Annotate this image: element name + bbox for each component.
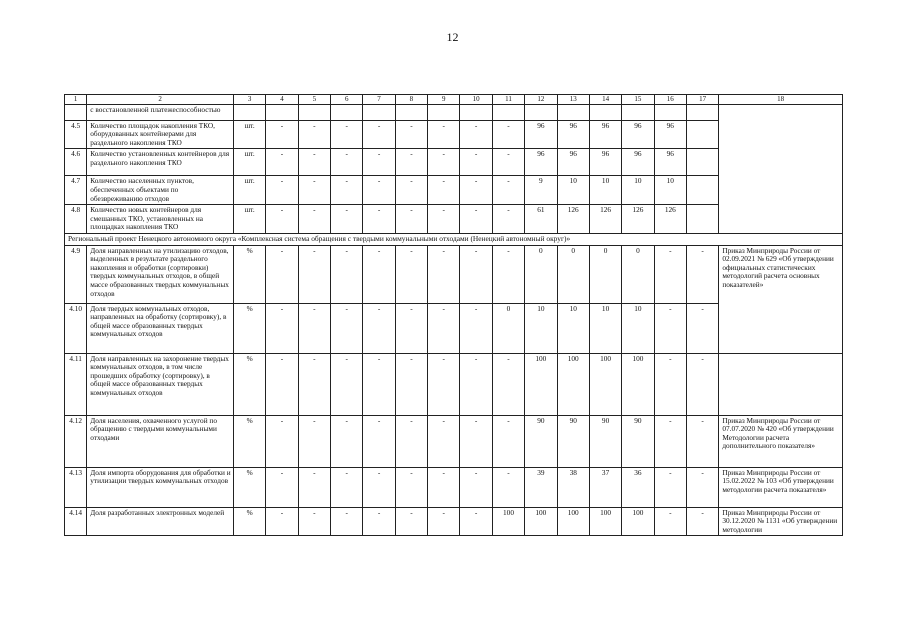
table-row	[65, 415, 843, 467]
value-cell	[686, 205, 718, 234]
unit-cell: %	[233, 415, 265, 467]
column-number: 18	[719, 95, 843, 105]
indicator-name: Доля разработанных электронных моделей	[87, 507, 234, 536]
value-cell: 100	[525, 507, 557, 536]
value-cell: -	[298, 205, 330, 234]
value-cell: 96	[589, 120, 621, 149]
column-number: 1	[65, 95, 87, 105]
value-cell: -	[395, 353, 427, 415]
indicator-name: Доля направленных на захоронение твердых коммунальных отходов, в том числе прошедших обработку (сортировку), в общей массе образованных твердых коммунальных отходов	[87, 353, 234, 415]
value-cell: -	[686, 353, 718, 415]
value-cell: -	[460, 176, 492, 205]
table-row	[65, 245, 843, 303]
value-cell: -	[363, 149, 395, 176]
value-cell: -	[331, 205, 363, 234]
value-cell: -	[395, 467, 427, 507]
value-cell: 100	[525, 353, 557, 415]
value-cell: 96	[525, 149, 557, 176]
value-cell: -	[686, 507, 718, 536]
value-cell: 0	[525, 245, 557, 303]
column-number: 15	[622, 95, 654, 105]
value-cell: -	[298, 353, 330, 415]
unit-cell: %	[233, 303, 265, 353]
value-cell: -	[395, 507, 427, 536]
value-cell	[492, 104, 524, 120]
row-number: 4.10	[65, 303, 87, 353]
value-cell: -	[395, 176, 427, 205]
value-cell: 96	[622, 120, 654, 149]
column-number: 12	[525, 95, 557, 105]
indicator-name: Доля направленных на утилизацию отходов, выделенных в результате раздельного накопления и обработки (сортировки) твердых коммунальных отходов, в общей массе образованных твердых коммунальных отходов	[87, 245, 234, 303]
value-cell: -	[492, 245, 524, 303]
value-cell: -	[331, 149, 363, 176]
value-cell: -	[331, 415, 363, 467]
value-cell: -	[363, 467, 395, 507]
value-cell: -	[460, 149, 492, 176]
value-cell: -	[363, 507, 395, 536]
column-number-row	[65, 95, 843, 105]
value-cell: -	[298, 176, 330, 205]
value-cell: 90	[525, 415, 557, 467]
indicator-name: Количество площадок накопления ТКО, оборудованных контейнерами для раздельного накопления ТКО	[87, 120, 234, 149]
value-cell: -	[363, 415, 395, 467]
column-number: 2	[87, 95, 234, 105]
value-cell: -	[395, 245, 427, 303]
value-cell: -	[298, 467, 330, 507]
value-cell: -	[266, 149, 298, 176]
value-cell: 96	[557, 120, 589, 149]
value-cell: -	[428, 120, 460, 149]
value-cell: 10	[557, 176, 589, 205]
value-cell: -	[331, 467, 363, 507]
value-cell: -	[331, 507, 363, 536]
value-cell: 100	[622, 507, 654, 536]
value-cell: -	[492, 176, 524, 205]
value-cell: 100	[557, 507, 589, 536]
value-cell: -	[428, 353, 460, 415]
value-cell: 96	[557, 149, 589, 176]
value-cell: 100	[589, 507, 621, 536]
value-cell: -	[395, 120, 427, 149]
column-number: 5	[298, 95, 330, 105]
value-cell: 61	[525, 205, 557, 234]
row-number: 4.14	[65, 507, 87, 536]
value-cell: 39	[525, 467, 557, 507]
value-cell: -	[363, 176, 395, 205]
value-cell: -	[686, 303, 718, 353]
indicator-name: Количество населенных пунктов, обеспеченных объектами по обезвреживанию отходов	[87, 176, 234, 205]
value-cell: 10	[622, 303, 654, 353]
value-cell: -	[266, 507, 298, 536]
value-cell: -	[686, 467, 718, 507]
value-cell: 38	[557, 467, 589, 507]
value-cell: 10	[525, 303, 557, 353]
value-cell: -	[298, 245, 330, 303]
note-cell	[719, 104, 843, 233]
table-row	[65, 507, 843, 536]
value-cell: 96	[622, 149, 654, 176]
value-cell: 0	[492, 303, 524, 353]
value-cell: 10	[654, 176, 686, 205]
value-cell: -	[331, 245, 363, 303]
column-number: 8	[395, 95, 427, 105]
indicator-name: с восстановленной платежеспособностью	[87, 104, 234, 120]
value-cell: -	[460, 467, 492, 507]
value-cell: -	[363, 303, 395, 353]
row-number: 4.12	[65, 415, 87, 467]
value-cell: -	[266, 245, 298, 303]
unit-cell: %	[233, 353, 265, 415]
value-cell: 96	[589, 149, 621, 176]
value-cell: 0	[589, 245, 621, 303]
value-cell: -	[654, 467, 686, 507]
value-cell: 126	[654, 205, 686, 234]
value-cell	[557, 104, 589, 120]
row-number: 4.11	[65, 353, 87, 415]
value-cell	[622, 104, 654, 120]
row-number: 4.9	[65, 245, 87, 303]
column-number: 14	[589, 95, 621, 105]
row-number: 4.8	[65, 205, 87, 234]
column-number: 10	[460, 95, 492, 105]
row-number: 4.6	[65, 149, 87, 176]
value-cell: -	[266, 205, 298, 234]
unit-cell: шт.	[233, 149, 265, 176]
value-cell: 90	[589, 415, 621, 467]
section-title: Региональный проект Ненецкого автономного округа «Комплексная система обращения с твердыми коммунальными отходами (Ненецкий автономный округ)»	[65, 233, 843, 245]
value-cell: -	[686, 245, 718, 303]
value-cell: -	[395, 205, 427, 234]
indicator-name: Доля населения, охваченного услугой по обращению с твердыми коммунальными отходами	[87, 415, 234, 467]
table-row	[65, 353, 843, 415]
value-cell: 126	[622, 205, 654, 234]
value-cell: -	[460, 353, 492, 415]
indicator-name: Количество новых контейнеров для смешанных ТКО, установленных на площадках накопления ТКО	[87, 205, 234, 234]
value-cell: -	[492, 149, 524, 176]
unit-cell: шт.	[233, 120, 265, 149]
value-cell: 96	[654, 149, 686, 176]
value-cell	[363, 104, 395, 120]
value-cell: -	[460, 303, 492, 353]
value-cell: -	[395, 303, 427, 353]
value-cell: 10	[622, 176, 654, 205]
table-row	[65, 467, 843, 507]
column-number: 3	[233, 95, 265, 105]
column-number: 6	[331, 95, 363, 105]
column-number: 17	[686, 95, 718, 105]
value-cell	[460, 104, 492, 120]
value-cell: -	[460, 245, 492, 303]
value-cell	[266, 104, 298, 120]
value-cell	[686, 104, 718, 120]
value-cell: -	[492, 205, 524, 234]
value-cell: -	[298, 303, 330, 353]
value-cell: -	[460, 415, 492, 467]
value-cell: 100	[622, 353, 654, 415]
value-cell: -	[266, 353, 298, 415]
row-number	[65, 104, 87, 120]
note-cell: Приказ Минприроды России от 02.09.2021 № 629 «Об утверждении официальных статистических методологий расчета основных показателей»	[719, 245, 843, 353]
value-cell: 10	[589, 303, 621, 353]
value-cell: -	[654, 245, 686, 303]
value-cell: -	[460, 120, 492, 149]
value-cell: 126	[557, 205, 589, 234]
column-number: 11	[492, 95, 524, 105]
value-cell	[589, 104, 621, 120]
value-cell: -	[298, 507, 330, 536]
value-cell: -	[460, 507, 492, 536]
column-number: 16	[654, 95, 686, 105]
section-row	[65, 233, 843, 245]
value-cell: -	[266, 467, 298, 507]
column-number: 13	[557, 95, 589, 105]
value-cell: 9	[525, 176, 557, 205]
value-cell: 100	[557, 353, 589, 415]
value-cell: -	[654, 353, 686, 415]
value-cell	[298, 104, 330, 120]
value-cell: -	[492, 467, 524, 507]
value-cell: -	[331, 353, 363, 415]
value-cell: -	[363, 205, 395, 234]
value-cell	[395, 104, 427, 120]
value-cell: -	[266, 176, 298, 205]
value-cell: -	[654, 507, 686, 536]
value-cell: -	[363, 120, 395, 149]
value-cell: -	[363, 245, 395, 303]
value-cell: -	[363, 353, 395, 415]
indicator-name: Доля твердых коммунальных отходов, направленных на обработку (сортировку), в общей массе образованных твердых коммунальных отходов	[87, 303, 234, 353]
value-cell: 90	[557, 415, 589, 467]
unit-cell: %	[233, 507, 265, 536]
indicators-table	[64, 94, 843, 536]
value-cell: -	[395, 149, 427, 176]
value-cell: -	[266, 415, 298, 467]
row-number: 4.5	[65, 120, 87, 149]
value-cell: -	[428, 467, 460, 507]
value-cell: -	[654, 415, 686, 467]
value-cell	[654, 104, 686, 120]
column-number: 4	[266, 95, 298, 105]
value-cell: 36	[622, 467, 654, 507]
value-cell: 90	[622, 415, 654, 467]
value-cell: -	[298, 120, 330, 149]
unit-cell: %	[233, 467, 265, 507]
value-cell: 37	[589, 467, 621, 507]
value-cell: -	[428, 303, 460, 353]
unit-cell: шт.	[233, 176, 265, 205]
value-cell: -	[428, 245, 460, 303]
value-cell	[686, 149, 718, 176]
value-cell: -	[395, 415, 427, 467]
unit-cell	[233, 104, 265, 120]
value-cell: -	[298, 415, 330, 467]
value-cell: -	[331, 176, 363, 205]
note-cell: Приказ Минприроды России от 07.07.2020 № 420 «Об утверждении Методологии расчета дополнительного показателя»	[719, 415, 843, 467]
value-cell: -	[654, 303, 686, 353]
unit-cell: %	[233, 245, 265, 303]
value-cell: -	[331, 303, 363, 353]
value-cell: -	[460, 205, 492, 234]
value-cell: -	[492, 353, 524, 415]
unit-cell: шт.	[233, 205, 265, 234]
row-number: 4.13	[65, 467, 87, 507]
value-cell: -	[428, 507, 460, 536]
indicator-name: Доля импорта оборудования для обработки и утилизации твердых коммунальных отходов	[87, 467, 234, 507]
column-number: 7	[363, 95, 395, 105]
value-cell: -	[492, 415, 524, 467]
indicator-name: Количество установленных контейнеров для раздельного накопления ТКО	[87, 149, 234, 176]
value-cell: 96	[654, 120, 686, 149]
value-cell: -	[428, 415, 460, 467]
value-cell: 0	[557, 245, 589, 303]
value-cell	[428, 104, 460, 120]
note-cell: Приказ Минприроды России от 15.02.2022 № 103 «Об утверждении методологии расчета показателя»	[719, 467, 843, 507]
note-cell	[719, 353, 843, 415]
value-cell	[686, 120, 718, 149]
page-number: 12	[446, 30, 459, 44]
table-row	[65, 104, 843, 120]
value-cell: 10	[557, 303, 589, 353]
value-cell	[686, 176, 718, 205]
value-cell	[331, 104, 363, 120]
value-cell: -	[298, 149, 330, 176]
value-cell: 126	[589, 205, 621, 234]
note-cell: Приказ Минприроды России от 30.12.2020 № 1131 «Об утверждении методологии	[719, 507, 843, 536]
value-cell	[525, 104, 557, 120]
value-cell: 10	[589, 176, 621, 205]
value-cell: -	[428, 149, 460, 176]
value-cell: -	[428, 205, 460, 234]
value-cell: -	[266, 120, 298, 149]
value-cell: 100	[589, 353, 621, 415]
value-cell: -	[492, 120, 524, 149]
value-cell: 96	[525, 120, 557, 149]
value-cell: -	[266, 303, 298, 353]
value-cell: 100	[492, 507, 524, 536]
row-number: 4.7	[65, 176, 87, 205]
value-cell: -	[686, 415, 718, 467]
column-number: 9	[428, 95, 460, 105]
value-cell: -	[331, 120, 363, 149]
value-cell: -	[428, 176, 460, 205]
value-cell: 0	[622, 245, 654, 303]
